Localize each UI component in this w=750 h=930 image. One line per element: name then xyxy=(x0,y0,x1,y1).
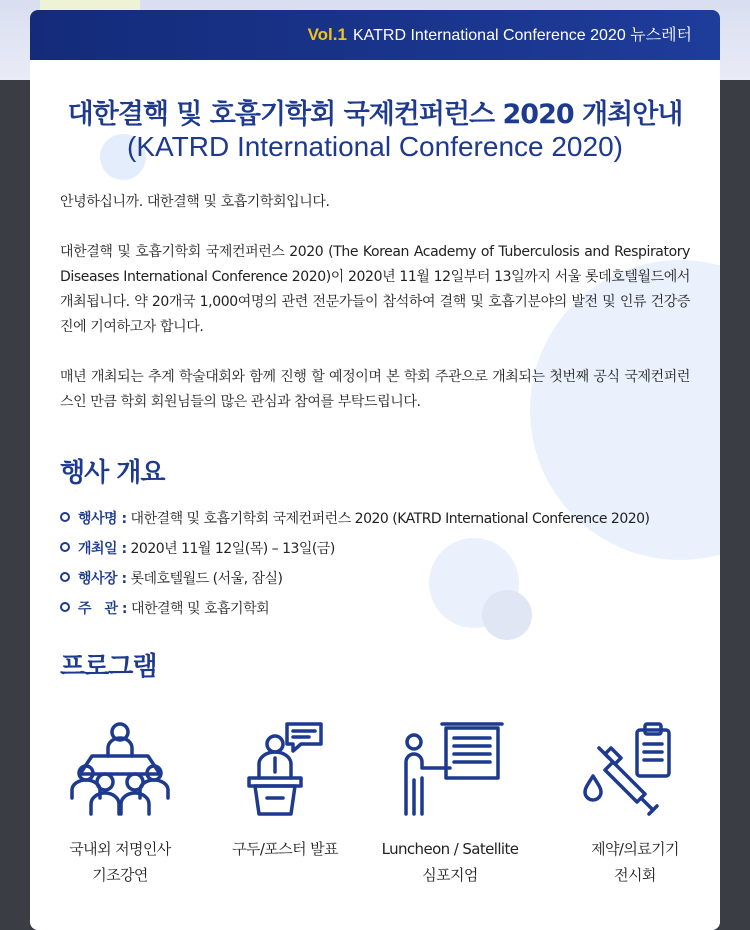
volume-label: Vol.1 xyxy=(307,25,347,44)
program-caption: 제약/의료기기 xyxy=(591,840,679,858)
program-item-keynote xyxy=(45,718,195,888)
request-paragraph: 매년 개최되는 추계 학술대회와 함께 진행 할 예정이며 본 학회 주관으로 개최되는 첫번째 공식 국제컨퍼런스인 만큼 학회 회원님들의 많은 관심과 참여를 부탁드립니다. xyxy=(60,369,690,410)
program-item-exhibition xyxy=(560,718,710,888)
overview-value: 롯데호텔월드 (서울, 잠실) xyxy=(130,571,283,587)
program-caption: 구두/포스터 발표 xyxy=(232,840,338,858)
presentation-board-icon xyxy=(390,718,510,818)
overview-value: 대한결핵 및 호흡기학회 국제컨퍼런스 2020 (KATRD International Conference 2020) xyxy=(130,511,650,527)
newsletter-banner xyxy=(30,10,720,60)
program-caption: 전시회 xyxy=(614,866,656,884)
overview-list xyxy=(60,504,650,624)
podium-speaker-icon xyxy=(225,718,345,818)
program-item-symposium xyxy=(375,718,525,888)
program-caption: Luncheon / Satellite xyxy=(381,840,519,858)
bullet-icon xyxy=(60,602,70,612)
overview-item xyxy=(60,564,650,594)
greeting-paragraph: 안녕하십니까. 대한결핵 및 호흡기학회입니다. xyxy=(60,194,330,210)
overview-heading: 행사 개요 xyxy=(60,458,165,488)
program-caption: 심포지엄 xyxy=(422,866,478,884)
overview-label: 주 관 : xyxy=(78,601,128,617)
overview-label: 행사장 : xyxy=(78,571,127,587)
program-heading: 프로그램 xyxy=(60,652,157,682)
conference-table-icon xyxy=(60,718,180,818)
program-caption: 기조강연 xyxy=(92,866,148,884)
overview-label: 개최일 : xyxy=(78,541,127,557)
page-subtitle: (KATRD International Conference 2020) xyxy=(127,131,623,162)
page-title: 대한결핵 및 호흡기학회 국제컨퍼런스 2020 개최안내 xyxy=(67,99,683,130)
newsletter-card xyxy=(30,10,720,930)
medical-syringe-icon xyxy=(575,718,695,818)
program-caption: 국내외 저명인사 xyxy=(69,840,171,858)
overview-item xyxy=(60,534,650,564)
bullet-icon xyxy=(60,572,70,582)
overview-label: 행사명 : xyxy=(78,511,127,527)
program-item-presentation xyxy=(210,718,360,862)
bullet-icon xyxy=(60,512,70,522)
bullet-icon xyxy=(60,542,70,552)
overview-value: 대한결핵 및 호흡기학회 xyxy=(130,601,270,617)
intro-paragraph: 대한결핵 및 호흡기학회 국제컨퍼런스 2020 (The Korean Academy of Tuberculosis and Respiratory Diseases International Conference 2020)이 2020년 11월 12일부터 13일까지 서울 롯데호텔월드에서 개최됩니다. 약 20개국 1,000여명의 관련 전문가들이 참석하여 결핵 및 호흡기분야의 발전 및 인류 건강증진에 기여하고자 합니다. xyxy=(60,244,690,335)
overview-item xyxy=(60,504,650,534)
overview-item xyxy=(60,594,650,624)
banner-text: KATRD International Conference 2020 뉴스레터 xyxy=(352,27,692,44)
overview-value: 2020년 11월 12일(목) – 13일(금) xyxy=(130,541,335,557)
